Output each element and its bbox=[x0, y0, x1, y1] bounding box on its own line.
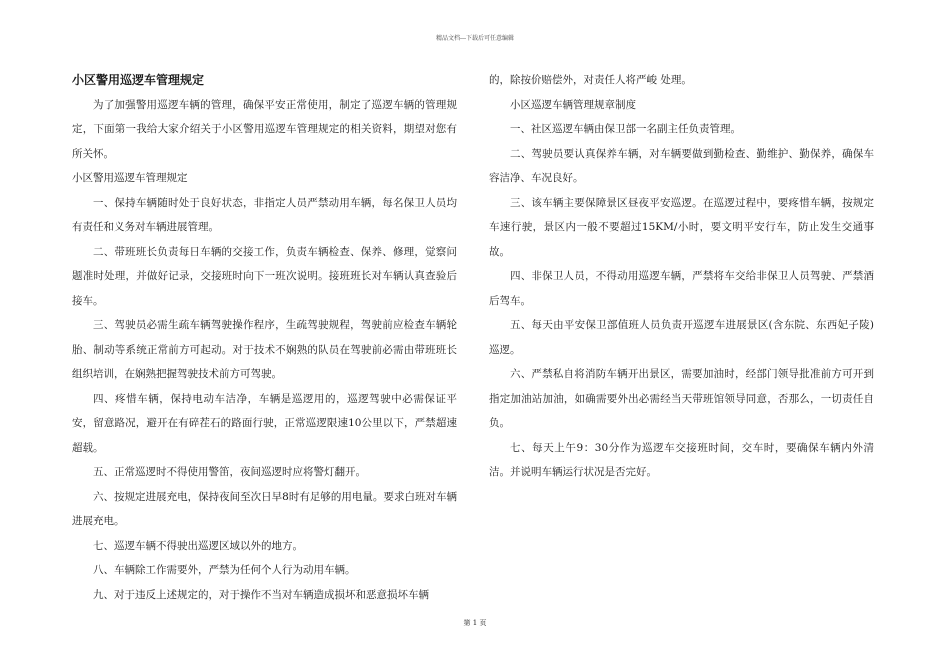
right-column bbox=[489, 68, 874, 485]
regulation-paragraph-5: 五、每天由平安保卫部值班人员负责开巡逻车进展景区(含东院、东西妃子陵)巡逻。 bbox=[489, 319, 874, 356]
regulation-paragraph-4: 四、非保卫人员，不得动用巡逻车辆，严禁将车交给非保卫人员驾驶、严禁酒后驾车。 bbox=[489, 270, 874, 307]
rule-paragraph-7: 七、巡逻车辆不得驶出巡逻区域以外的地方。 bbox=[93, 539, 303, 552]
rule-paragraph-3: 三、驾驶员必需生疏车辆驾驶操作程序，生疏驾驶规程，驾驶前应检查车辆轮胎、制动等系统正常前方可起动。对于技术不娴熟的队员在驾驶前必需由带班班长组织培训，在娴熟把握驾驶技术前方可驾驶。 bbox=[72, 319, 457, 380]
section-heading-2: 小区巡逻车辆管理规章制度 bbox=[510, 98, 636, 111]
rule-paragraph-9-continued: 的，除按价赔偿外，对责任人将严峻 处理。 bbox=[489, 74, 692, 86]
document-header-note: 精品文档---下载后可任意编辑 bbox=[435, 35, 515, 42]
regulation-paragraph-2: 二、驾驶员要认真保养车辆，对车辆要做到勤检查、勤维护、勤保养，确保车容洁净、车况良好。 bbox=[489, 147, 874, 184]
rule-paragraph-8: 八、车辆除工作需要外，严禁为任何个人行为动用车辆。 bbox=[93, 564, 356, 576]
rule-paragraph-9: 九、对于违反上述规定的，对于操作不当对车辆造成损坏和恶意损坏车辆 bbox=[93, 588, 429, 601]
regulation-paragraph-1: 一、社区巡逻车辆由保卫部一名副主任负责管理。 bbox=[510, 123, 741, 135]
regulation-paragraph-3: 三、该车辆主要保障景区昼夜平安巡逻。在巡逻过程中，要疼惜车辆，按规定车速行驶，景区内一般不要超过15KM/小时，要文明平安行车，防止发生交通事故。 bbox=[489, 196, 874, 258]
rule-paragraph-1: 一、保持车辆随时处于良好状态，非指定人员严禁动用车辆，每名保卫人员均有责任和义务对车辆进展管理。 bbox=[72, 196, 457, 233]
rule-paragraph-5: 五、正常巡逻时不得使用警笛，夜间巡逻时应将警灯翻开。 bbox=[93, 466, 366, 478]
rule-paragraph-4: 四、疼惜车辆，保持电动车洁净，车辆是巡逻用的，巡逻驾驶中必需保证平安，留意路况，避开在有碎茬石的路面行驶，正常巡逻限速10公里以下，严禁超速超载。 bbox=[72, 392, 457, 454]
section-heading: 小区警用巡逻车管理规定 bbox=[72, 172, 188, 184]
regulation-paragraph-7: 七、每天上午9：30分作为巡逻车交接班时间，交车时，要确保车辆内外清洁。并说明车辆运行状况是否完好。 bbox=[489, 441, 874, 478]
intro-paragraph: 为了加强警用巡逻车辆的管理，确保平安正常使用，制定了巡逻车辆的管理规定，下面第一我给大家介绍关于小区警用巡逻车管理规定的相关资料，期望对您有所关怀。 bbox=[72, 98, 457, 160]
rule-paragraph-2: 二、带班班长负责每日车辆的交接工作，负责车辆检查、保养、修理，觉察问题准时处理，并做好记录，交接班时向下一班次说明。接班班长对车辆认真查验后接车。 bbox=[72, 245, 457, 307]
page-number: 第 1 页 bbox=[463, 619, 487, 627]
document-title: 小区警用巡逻车管理规定 bbox=[72, 73, 205, 87]
rule-paragraph-6: 六、按规定进展充电，保持夜间至次日早8时有足够的用电量。要求白班对车辆进展充电。 bbox=[72, 490, 457, 527]
regulation-paragraph-6: 六、严禁私自将消防车辆开出景区，需要加油时，经部门领导批准前方可开到指定加油站加油，如确需要外出必需经当天带班馆领导同意，否那么，一切责任自负。 bbox=[489, 368, 874, 429]
left-column bbox=[72, 68, 457, 607]
